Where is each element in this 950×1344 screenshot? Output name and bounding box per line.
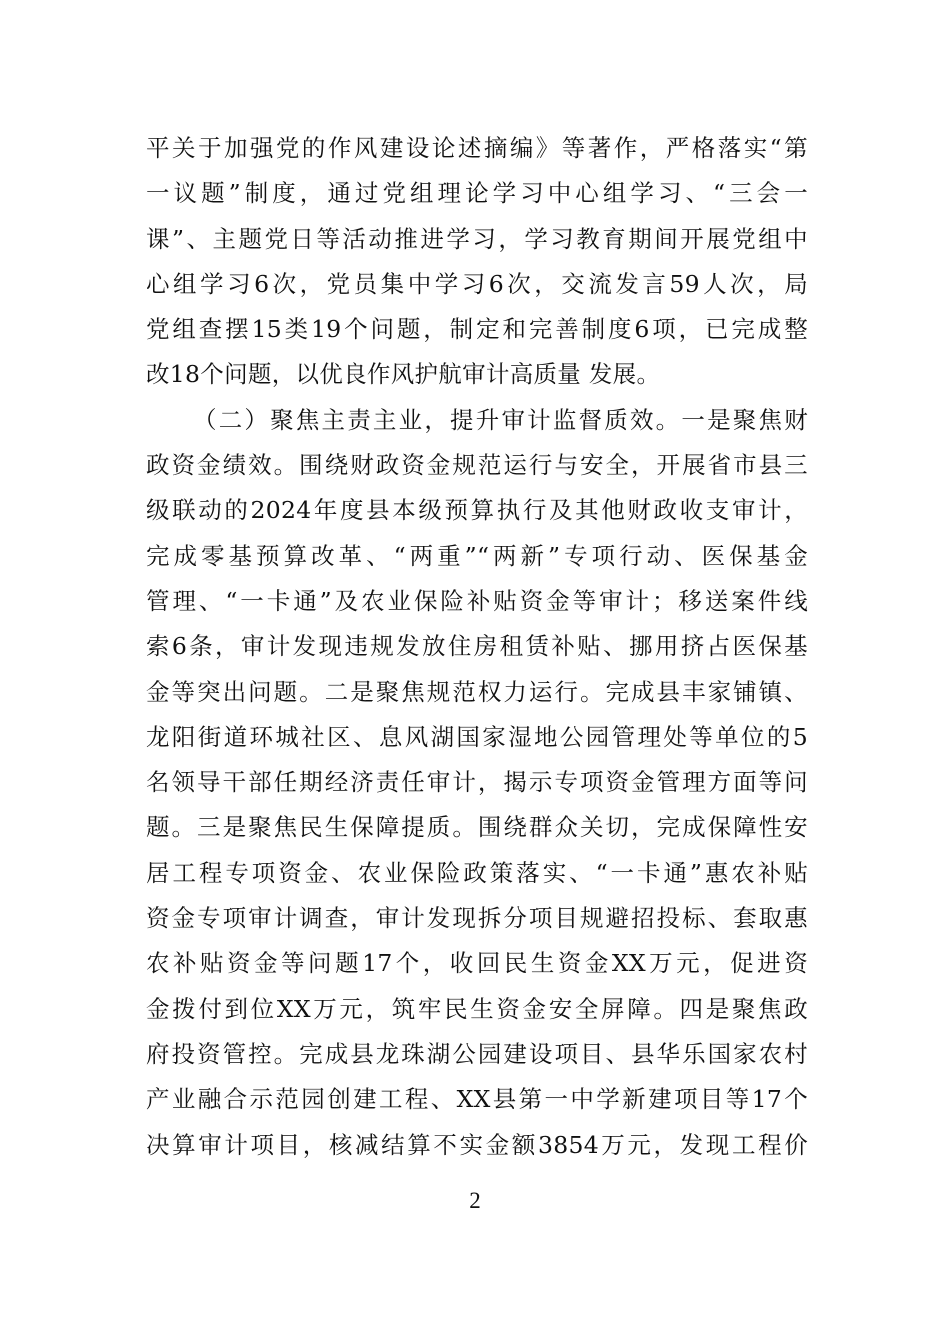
text-line: 一议题”制度，通过党组理论学习中心组学习、“三会一 <box>146 179 808 208</box>
text-line: 索6条，审计发现违规发放住房租赁补贴、挪用挤占医保基 <box>146 632 808 661</box>
text-line: 资金专项审计调查，审计发现拆分项目规避招投标、套取惠 <box>146 904 808 933</box>
text-line: 产业融合示范园创建工程、XX县第一中学新建项目等17个 <box>146 1085 808 1114</box>
text-line: 府投资管控。完成县龙珠湖公园建设项目、县华乐国家农村 <box>146 1039 808 1068</box>
text-line: 决算审计项目，核减结算不实金额3854万元，发现工程价 <box>146 1130 808 1159</box>
text-line: 心组学习6次，党员集中学习6次，交流发言59人次，局 <box>146 269 808 298</box>
text-line: 改18个问题，以优良作风护航审计高质量 发展。 <box>146 360 661 389</box>
text-line: 龙阳街道环城社区、息风湖国家湿地公园管理处等单位的5 <box>146 722 808 751</box>
text-line: 平关于加强党的作风建设论述摘编》等著作，严格落实“第 <box>146 134 808 162</box>
body-text <box>146 126 808 1168</box>
text-line: 完成零基预算改革、“两重”“两新”专项行动、医保基金 <box>146 541 808 570</box>
section-heading-line: （二）聚焦主责主业，提升审计监督质效。一是聚焦财 <box>193 405 808 434</box>
text-line: 党组查摆15类19个问题，制定和完善制度6项，已完成整 <box>146 315 808 344</box>
text-line: 题。三是聚焦民生保障提质。围绕群众关切，完成保障性安 <box>146 813 808 842</box>
text-line: 金等突出问题。二是聚焦规范权力运行。完成县丰家铺镇、 <box>146 677 808 706</box>
text-line: 级联动的2024年度县本级预算执行及其他财政收支审计， <box>146 496 808 525</box>
text-line: 政资金绩效。围绕财政资金规范运行与安全，开展省市县三 <box>146 451 808 480</box>
text-line: 金拨付到位XX万元，筑牢民生资金安全屏障。四是聚焦政 <box>146 994 808 1023</box>
page-number: 2 <box>469 1188 481 1213</box>
text-line: 农补贴资金等问题17个，收回民生资金XX万元，促进资 <box>146 949 808 978</box>
text-line: 居工程专项资金、农业保险政策落实、“一卡通”惠农补贴 <box>146 858 808 887</box>
text-line: 课”、主题党日等活动推进学习，学习教育期间开展党组中 <box>146 224 808 253</box>
text-line: 名领导干部任期经济责任审计，揭示专项资金管理方面等问 <box>146 768 808 797</box>
text-line: 管理、“一卡通”及农业保险补贴资金等审计；移送案件线 <box>146 586 808 615</box>
